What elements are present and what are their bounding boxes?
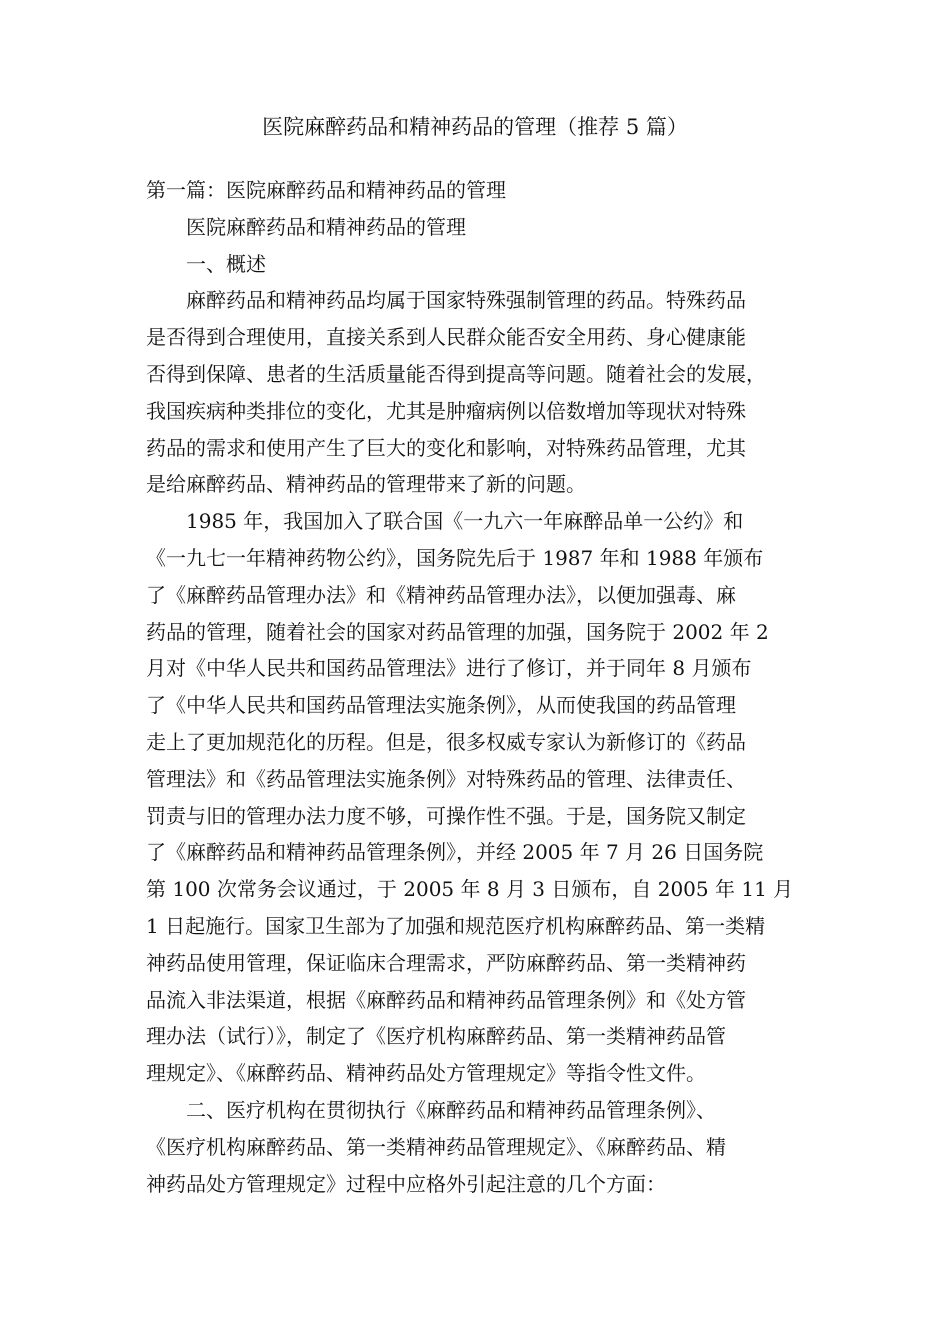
text-line: 《医疗机构麻醉药品、第一类精神药品管理规定》、《麻醉药品、精 xyxy=(146,1134,726,1159)
text-line: 《一九七一年精神药物公约》，国务院先后于 1987 年和 1988 年颁布 xyxy=(146,545,764,570)
text-line: 神药品使用管理，保证临床合理需求，严防麻醉药品、第一类精神药 xyxy=(146,950,746,975)
text-line: 二、医疗机构在贯彻执行《麻醉药品和精神药品管理条例》、 xyxy=(186,1097,716,1122)
text-line: 神药品处方管理规定》过程中应格外引起注意的几个方面： xyxy=(146,1171,666,1196)
text-line: 1 日起施行。国家卫生部为了加强和规范医疗机构麻醉药品、第一类精 xyxy=(146,913,766,938)
text-line: 了《麻醉药品和精神药品管理条例》，并经 2005 年 7 月 26 日国务院 xyxy=(146,840,764,865)
text-line: 1985 年，我国加入了联合国《一九六一年麻醉品单一公约》和 xyxy=(186,509,744,534)
text-line: 走上了更加规范化的历程。但是，很多权威专家认为新修订的《药品 xyxy=(146,729,746,754)
text-line: 第 100 次常务会议通过，于 2005 年 8 月 3 日颁布，自 2005 年 11 月 xyxy=(146,877,794,902)
text-line: 是否得到合理使用，直接关系到人民群众能否安全用药、身心健康能 xyxy=(146,325,746,350)
document-title: 医院麻醉药品和精神药品的管理（推荐 5 篇） xyxy=(262,115,688,139)
text-line: 理规定》、《麻醉药品、精神药品处方管理规定》等指令性文件。 xyxy=(146,1061,706,1086)
text-line: 了《中华人民共和国药品管理法实施条例》，从而使我国的药品管理 xyxy=(146,693,736,718)
text-line: 理办法（试行）》，制定了《医疗机构麻醉药品、第一类精神药品管 xyxy=(146,1024,726,1049)
text-line: 罚责与旧的管理办法力度不够，可操作性不强。于是，国务院又制定 xyxy=(146,803,746,828)
text-line: 我国疾病种类排位的变化，尤其是肿瘤病例以倍数增加等现状对特殊 xyxy=(146,398,746,423)
document-body xyxy=(146,172,810,1202)
text-line: 管理法》和《药品管理法实施条例》对特殊药品的管理、法律责任、 xyxy=(146,766,746,791)
text-line: 品流入非法渠道，根据《麻醉药品和精神药品管理条例》和《处方管 xyxy=(146,987,746,1012)
text-line: 医院麻醉药品和精神药品的管理 xyxy=(186,214,466,239)
text-line: 了《麻醉药品管理办法》和《精神药品管理办法》，以便加强毒、麻 xyxy=(146,582,736,607)
text-line: 第一篇：医院麻醉药品和精神药品的管理 xyxy=(146,178,506,202)
text-line: 月对《中华人民共和国药品管理法》进行了修订，并于同年 8 月颁布 xyxy=(146,656,752,681)
text-line: 麻醉药品和精神药品均属于国家特殊强制管理的药品。特殊药品 xyxy=(186,288,746,313)
text-line: 否得到保障、患者的生活质量能否得到提高等问题。随着社会的发展， xyxy=(146,361,766,386)
text-line: 药品的管理，随着社会的国家对药品管理的加强，国务院于 2002 年 2 xyxy=(146,619,769,644)
text-line: 药品的需求和使用产生了巨大的变化和影响，对特殊药品管理，尤其 xyxy=(146,435,746,460)
text-line: 是给麻醉药品、精神药品的管理带来了新的问题。 xyxy=(146,472,586,497)
text-line: 一、概述 xyxy=(186,251,266,276)
